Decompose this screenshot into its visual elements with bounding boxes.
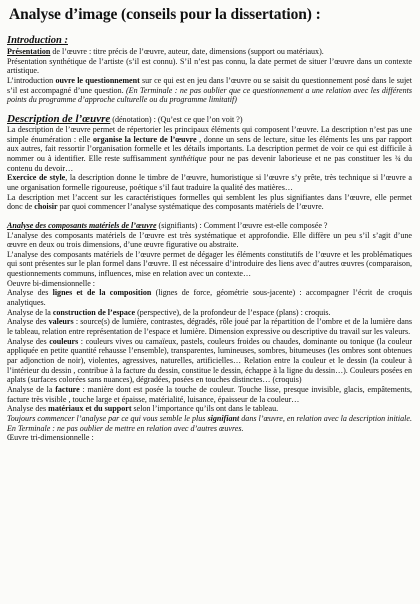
desc-p2-text: , la description donne le timbre de l’œuvre, humoristique si l’œuvre s’y prête, très technique si l’œuvre a une organisation formelle rigoureuse, poétique s’il faut traduire la qualité des matières… [7, 173, 413, 192]
introduction-section [7, 35, 412, 105]
l3-text-b: : source(s) de lumière, contrastes, dégradés, rôle joué par la répartition de l’ombre et de la lumière dans le tableau, relation entre représentation de l’espace et lumière. Dimension expressive ou descriptive du travail sur les valeurs. [7, 317, 413, 337]
desc-p3-text-b: par quoi commencer l’analyse systématique des composants matériels de l’œuvre. [57, 202, 324, 212]
l6-bold: matériaux et du support [48, 404, 132, 414]
description-paragraph-1 [7, 125, 412, 173]
l4-bold: couleurs [49, 336, 79, 346]
l6-text-a: Analyse des [7, 404, 49, 414]
description-heading-suffix: (dénotation) : (Qu’est ce que l’on voit ?) [110, 114, 243, 124]
analyse-heading: Analyse des composants matériels de l’œuvre [7, 220, 157, 230]
desc-p3-text-a: La description met l’accent sur les caractéristiques formelles qui semblent les plus signifiantes dans l’œuvre, elle permet donc de [7, 192, 412, 212]
l2-text-a: Analyse de la [7, 307, 53, 317]
analyse-space-item [7, 308, 412, 318]
analyse-advice-item [7, 414, 412, 433]
description-heading: Description de l’œuvre [7, 112, 111, 125]
l7-italic-b: dans l’œuvre, en relation avec la description initiale. En Terminale : ne pas oublier de mettre en relation avec d’autres œuvres. [7, 413, 412, 433]
l1-text-a: Analyse des [7, 288, 53, 298]
desc-p1-italic: synthétique [169, 153, 207, 163]
desc-p1-text-b: , donne un sens de lecture, situe les éléments les uns par rapport aux autres, fait ressortir l’organisation formelle et les détails importants. La description permet de voir ce qui est difficile à nommer ou à identifier. Elle reste suffisamment [7, 134, 412, 163]
intro-p3-italic: (En Terminale : ne pas oublier que ce questionnement a une relation avec les différents points du programme d’approche culturelle ou du programme limitatif) [7, 85, 413, 105]
presentation-label: Présentation [7, 47, 51, 56]
analyse-lines-item [7, 288, 412, 307]
description-section [7, 113, 412, 212]
intro-p3-bold: ouvre le questionnement [55, 75, 140, 85]
description-paragraph-2 [7, 173, 412, 192]
l3-text-a: Analyse des [7, 317, 49, 327]
intro-paragraph-2: Présentation synthétique de l’artiste (s’il est connu). S’il n’est pas connu, la date permet de situer l’œuvre dans un contexte artistique. [7, 56, 412, 76]
page-title: Analyse d’image (conseils pour la dissertation) : [9, 6, 321, 23]
analyse-paragraph-2: L’analyse des composants matériels de l’œuvre permet de dégager les éléments constitutifs de l’œuvre et les problématiques qui sont présentes sur le plan formel dans l’œuvre. Il est nécessaire d’introduire des liens avec d’autres œuvres (comparaison, questionnements communs, influences, mise en relation avec un contexte… [7, 249, 412, 279]
analyse-colors-item [7, 337, 412, 385]
l7-italic-a: Toujours commencer l’analyse par ce qui vous semble le plus [7, 413, 208, 423]
analyse-paragraph-1: L’analyse des composants matériels de l’œuvre est très systématique et approfondie. Elle diffère un peu s’il s’agit d’une œuvre en deux ou trois dimensions, d’une œuvre figurative ou abstraite. [7, 230, 412, 250]
l3-bold: valeurs [48, 317, 74, 327]
analyse-heading-suffix: (signifiants) : Comment l’œuvre est-elle composée ? [156, 220, 328, 230]
tridimensional-heading: Œuvre tri-dimensionnelle : [7, 433, 94, 443]
l6-text-b: selon l’importance qu’ils ont dans le tableau. [131, 404, 279, 414]
description-paragraph-3 [7, 193, 412, 212]
l1-bold: lignes et de la composition [52, 288, 152, 298]
l4-text-a: Analyse des [7, 336, 50, 346]
l5-text-a: Analyse de la [7, 385, 56, 394]
analyse-section [7, 221, 412, 443]
bidimensional-heading: Oeuvre bi-dimensionnelle : [7, 278, 96, 288]
analyse-materials-item [7, 404, 412, 414]
desc-p1-bold: organise la lecture de l’œuvre [92, 134, 197, 144]
desc-p1-text-c: pour ne pas devenir laborieuse et ne pas constituer les ¾ du contenu du devoir… [7, 153, 412, 173]
l2-bold: construction de l’espace [52, 307, 136, 317]
l4-text-b: : couleurs vives ou camaïeux, pastels, couleurs froides ou chaudes, dominante ou tonique (la couleur appliquée en petite quantité rehausse l’ensemble), transparentes, lumineuses, sombres, bitumeuses (les ombres sont obtenues par adjonction de noir), violentes, agressives, naturelles, artificielles… Relation entre la couleur et le dessin (la couleur à l’intérieur du dessin , contribue à la facture du dessin, constitue le dessin, échappe à la ligne du dessin…). Couleurs posées en aplats (surfaces colorées sans nuances), dégradées, posées en touches distinctes… (croquis) [7, 336, 412, 385]
l1-text-b: (lignes de force, géométrie sous-jacente) : accompagner l’écrit de croquis analytiques. [7, 288, 412, 308]
intro-p3-text-a: L’introduction [7, 75, 56, 85]
intro-p3-text-b: sur ce qui est en jeu dans l’œuvre ou se saisit du questionnement posé dans le sujet s’il est accompagné d’une question. [7, 75, 412, 95]
l2-text-b: (perspective), de la profondeur de l’espace (plans) : croquis. [135, 307, 331, 317]
analyse-facture-item [7, 385, 412, 404]
analyse-values-item [7, 317, 412, 336]
intro-paragraph-1 [7, 47, 412, 57]
l7-bold: signifiant [207, 413, 240, 423]
desc-p3-bold: choisir [34, 202, 58, 212]
l5-text-b: : manière dont est posée la touche de couleur. Touche lisse, presque invisible, glacis, empâtements, facture très visible , touche large et épaisse, matérialité, luisance, épaisseur de la couleur… [7, 385, 412, 404]
desc-p1-text-a: La description de l’œuvre permet de répertorier les principaux éléments qui composent l’œuvre. La description n’est pas une simple énumération : elle [7, 124, 412, 144]
analyse-heading-line [7, 221, 412, 231]
intro-paragraph-3 [7, 76, 412, 105]
introduction-heading: Introduction : [7, 35, 68, 46]
l5-bold: facture [55, 385, 80, 394]
desc-p2-bold: Exercice de style [7, 173, 66, 183]
intro-p1-text: de l’œuvre : titre précis de l’œuvre, auteur, date, dimensions (support ou matériaux). [50, 47, 324, 56]
